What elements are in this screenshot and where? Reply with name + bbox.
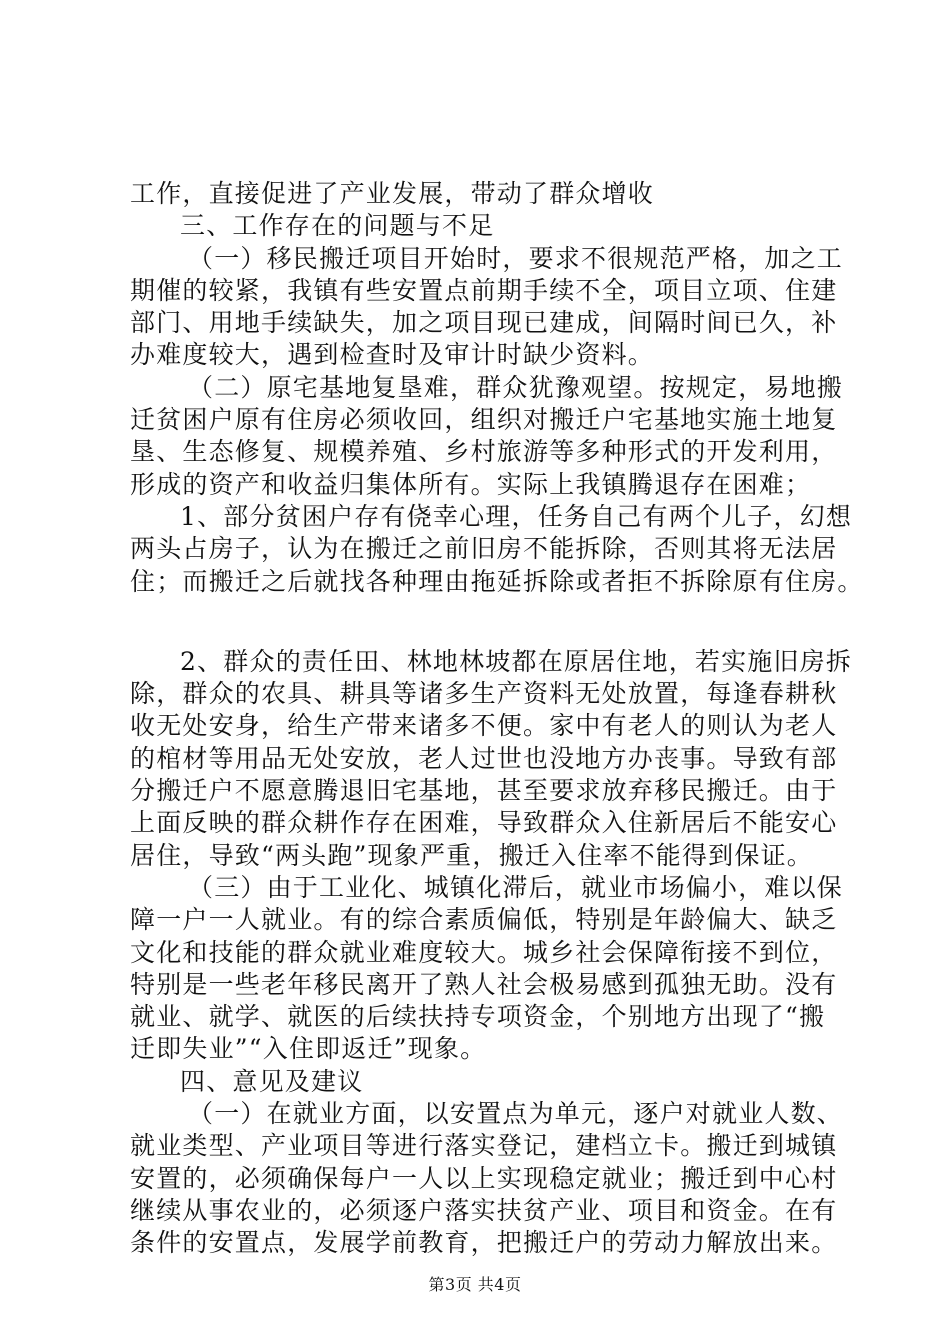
paragraph-line: 住；而搬迁之后就找各种理由拖延拆除或者拒不拆除原有住房。 [130, 566, 864, 596]
paragraph-line: 居住，导致“两头跑”现象严重，搬迁入住率不能得到保证。 [130, 840, 813, 870]
paragraph-gap [130, 598, 850, 646]
paragraph-line: 期催的较紧，我镇有些安置点前期手续不全，项目立项、住建 [130, 275, 838, 305]
paragraph-line: 上面反映的群众耕作存在困难，导致群众入住新居后不能安心 [130, 808, 838, 838]
paragraph-line: （一）在就业方面，以安置点为单元，逐户对就业人数、 [188, 1099, 844, 1129]
document-body [130, 178, 864, 1260]
paragraph-line: 就业、就学、就医的后续扶持专项资金，个别地方出现了“搬 [130, 1002, 826, 1032]
paragraph-line: 2、群众的责任田、林地林坡都在原居住地，若实施旧房拆 [180, 646, 853, 676]
paragraph-line: 安置的，必须确保每户一人以上实现稳定就业；搬迁到中心村 [130, 1163, 838, 1193]
paragraph-line: 就业类型、产业项目等进行落实登记，建档立卡。搬迁到城镇 [130, 1131, 838, 1161]
paragraph-line: 特别是一些老年移民离开了熟人社会极易感到孤独无助。没有 [130, 969, 838, 999]
section-heading-problems: 三、工作存在的问题与不足 [180, 211, 495, 241]
paragraph-line: 1、部分贫困户存有侥幸心理，任务自己有两个儿子，幻想 [180, 501, 853, 531]
paragraph-line: 继续从事农业的，必须逐户落实扶贫产业、项目和资金。在有 [130, 1195, 838, 1225]
paragraph-line: 两头占房子，认为在搬迁之前旧房不能拆除，否则其将无法居 [130, 534, 838, 564]
paragraph-line: 迁贫困户原有住房必须收回，组织对搬迁户宅基地实施土地复 [130, 405, 838, 435]
paragraph-line: （三）由于工业化、城镇化滞后，就业市场偏小，难以保 [188, 872, 844, 902]
paragraph-line: 迁即失业”“入住即返迁”现象。 [130, 1034, 487, 1064]
paragraph-line: 部门、用地手续缺失，加之项目现已建成，间隔时间已久，补 [130, 308, 838, 338]
paragraph-line: 形成的资产和收益归集体所有。实际上我镇腾退存在困难； [130, 469, 812, 499]
page-number-footer: 第3页 共4页 [428, 1275, 522, 1294]
paragraph-line: 收无处安身，给生产带来诸多不便。家中有老人的则认为老人 [130, 711, 838, 741]
paragraph-line: 除，群众的农具、耕具等诸多生产资料无处放置，每逢春耕秋 [130, 679, 838, 709]
paragraph-line: 文化和技能的群众就业难度较大。城乡社会保障衔接不到位， [130, 937, 838, 967]
paragraph-line: 条件的安置点，发展学前教育，把搬迁户的劳动力解放出来。 [130, 1228, 838, 1258]
paragraph-line: （二）原宅基地复垦难，群众犹豫观望。按规定，易地搬 [188, 372, 844, 402]
paragraph-line: 分搬迁户不愿意腾退旧宅基地，甚至要求放弃移民搬迁。由于 [130, 776, 838, 806]
paragraph-line: 工作，直接促进了产业发展，带动了群众增收 [130, 179, 655, 208]
paragraph-line: 垦、生态修复、规模养殖、乡村旅游等多种形式的开发利用， [130, 437, 838, 467]
paragraph-line: 障一户一人就业。有的综合素质偏低，特别是年龄偏大、缺乏 [130, 905, 838, 935]
paragraph-line: 办难度较大，遇到检查时及审计时缺少资料。 [130, 340, 655, 370]
section-heading-suggestions: 四、意见及建议 [180, 1066, 364, 1096]
paragraph-line: （一）移民搬迁项目开始时，要求不很规范严格，加之工 [188, 243, 844, 273]
paragraph-line: 的棺材等用品无处安放，老人过世也没地方办丧事。导致有部 [130, 743, 838, 773]
